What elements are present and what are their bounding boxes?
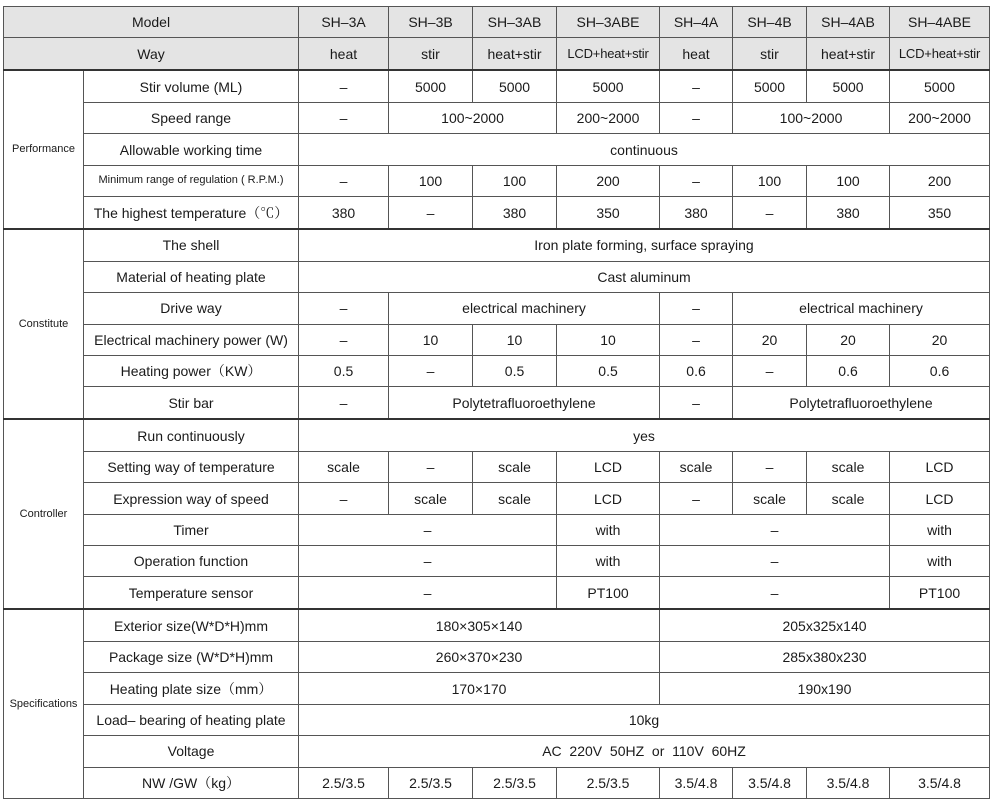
cell: 10kg — [299, 704, 990, 735]
shell-row — [4, 229, 990, 261]
cell: with — [557, 546, 660, 577]
cell: scale — [733, 483, 807, 514]
cell: 260×370×230 — [299, 642, 660, 673]
model-name: SH–4ABE — [890, 7, 990, 38]
cell: – — [389, 355, 473, 386]
cell: Polytetrafluoroethylene — [389, 387, 660, 419]
cell: 0.5 — [299, 355, 389, 386]
model-label: Model — [4, 7, 299, 38]
cell: 3.5/4.8 — [660, 767, 733, 799]
cell: 200 — [890, 165, 990, 196]
cell: – — [660, 387, 733, 419]
cell: 380 — [807, 197, 890, 229]
cell: 2.5/3.5 — [389, 767, 473, 799]
cell: with — [557, 514, 660, 545]
cell: 170×170 — [299, 673, 660, 704]
cell: 380 — [660, 197, 733, 229]
way-value: LCD+heat+stir — [890, 38, 990, 70]
cell: 5000 — [389, 70, 473, 102]
cell: – — [299, 546, 557, 577]
operation-function-row — [4, 546, 990, 577]
cell: – — [660, 103, 733, 134]
cell: 2.5/3.5 — [299, 767, 389, 799]
model-row — [4, 7, 990, 38]
machinery-power-row — [4, 324, 990, 355]
cell: – — [299, 293, 389, 324]
cell: – — [299, 70, 389, 102]
cell: 0.6 — [660, 355, 733, 386]
cell: scale — [807, 452, 890, 483]
cell: 0.6 — [890, 355, 990, 386]
cell: 100~2000 — [733, 103, 890, 134]
cell: 10 — [389, 324, 473, 355]
row-label: Voltage — [84, 736, 299, 767]
row-label: Temperature sensor — [84, 577, 299, 609]
row-label: Run continuously — [84, 419, 299, 451]
cell: 2.5/3.5 — [557, 767, 660, 799]
cell: electrical machinery — [733, 293, 990, 324]
temp-setting-row — [4, 452, 990, 483]
cell: – — [660, 514, 890, 545]
cell: 5000 — [473, 70, 557, 102]
row-label: Timer — [84, 514, 299, 545]
cell: 2.5/3.5 — [473, 767, 557, 799]
row-label: Heating plate size（mm） — [84, 673, 299, 704]
way-value: heat — [299, 38, 389, 70]
cell: – — [733, 355, 807, 386]
row-label: NW /GW（kg） — [84, 767, 299, 799]
voltage-row — [4, 736, 990, 767]
run-continuously-row — [4, 419, 990, 451]
cell: 100~2000 — [389, 103, 557, 134]
cell: – — [389, 452, 473, 483]
model-name: SH–3B — [389, 7, 473, 38]
cell: scale — [660, 452, 733, 483]
cell: 180×305×140 — [299, 609, 660, 641]
speed-expression-row — [4, 483, 990, 514]
stir-bar-row — [4, 387, 990, 419]
cell: – — [660, 546, 890, 577]
cell: Polytetrafluoroethylene — [733, 387, 990, 419]
cell: scale — [807, 483, 890, 514]
temp-sensor-row — [4, 577, 990, 609]
model-name: SH–4AB — [807, 7, 890, 38]
row-label: Material of heating plate — [84, 261, 299, 292]
cell: LCD — [557, 483, 660, 514]
heating-plate-material-row — [4, 261, 990, 292]
cell: 3.5/4.8 — [807, 767, 890, 799]
row-label: Stir volume (ML) — [84, 70, 299, 102]
cell: 5000 — [807, 70, 890, 102]
way-value: heat+stir — [473, 38, 557, 70]
cell: 0.5 — [557, 355, 660, 386]
way-value: heat — [660, 38, 733, 70]
cell: 10 — [557, 324, 660, 355]
row-label: Speed range — [84, 103, 299, 134]
cell: 10 — [473, 324, 557, 355]
row-label: Operation function — [84, 546, 299, 577]
group-performance: Performance — [4, 70, 84, 229]
cell: continuous — [299, 134, 990, 165]
way-value: LCD+heat+stir — [557, 38, 660, 70]
cell: – — [733, 452, 807, 483]
row-label: The highest temperature（℃） — [84, 197, 299, 229]
row-label: Load– bearing of heating plate — [84, 704, 299, 735]
cell: – — [299, 103, 389, 134]
cell: 5000 — [733, 70, 807, 102]
cell: yes — [299, 419, 990, 451]
cell: 350 — [890, 197, 990, 229]
cell: – — [299, 165, 389, 196]
way-row — [4, 38, 990, 70]
row-label: Stir bar — [84, 387, 299, 419]
drive-way-row — [4, 293, 990, 324]
min-range-row — [4, 165, 990, 196]
cell: 205x325x140 — [660, 609, 990, 641]
cell: 200~2000 — [557, 103, 660, 134]
cell: 3.5/4.8 — [890, 767, 990, 799]
cell: 200~2000 — [890, 103, 990, 134]
cell: 285x380x230 — [660, 642, 990, 673]
group-specifications: Specifications — [4, 609, 84, 798]
cell: LCD — [890, 483, 990, 514]
cell: 20 — [733, 324, 807, 355]
exterior-size-row — [4, 609, 990, 641]
cell: PT100 — [890, 577, 990, 609]
model-name: SH–4B — [733, 7, 807, 38]
row-label: Expression way of speed — [84, 483, 299, 514]
cell: scale — [299, 452, 389, 483]
cell: 5000 — [890, 70, 990, 102]
working-time-row — [4, 134, 990, 165]
cell: – — [299, 387, 389, 419]
row-label: Exterior size(W*D*H)mm — [84, 609, 299, 641]
cell: Cast aluminum — [299, 261, 990, 292]
model-name: SH–3ABE — [557, 7, 660, 38]
cell: 0.6 — [807, 355, 890, 386]
heating-power-row — [4, 355, 990, 386]
cell: AC 220V 50HZ or 110V 60HZ — [299, 736, 990, 767]
cell: 5000 — [557, 70, 660, 102]
spec-table — [3, 6, 990, 799]
cell: with — [890, 546, 990, 577]
cell: – — [660, 293, 733, 324]
cell: 100 — [473, 165, 557, 196]
cell: – — [660, 483, 733, 514]
group-constitute: Constitute — [4, 229, 84, 419]
row-label: Minimum range of regulation ( R.P.M.) — [84, 165, 299, 196]
cell: – — [733, 197, 807, 229]
row-label: Allowable working time — [84, 134, 299, 165]
cell: 100 — [733, 165, 807, 196]
way-value: stir — [389, 38, 473, 70]
cell: 20 — [807, 324, 890, 355]
row-label: Drive way — [84, 293, 299, 324]
cell: 100 — [389, 165, 473, 196]
load-bearing-row — [4, 704, 990, 735]
row-label: Heating power（KW） — [84, 355, 299, 386]
speed-range-row — [4, 103, 990, 134]
timer-row — [4, 514, 990, 545]
highest-temp-row — [4, 197, 990, 229]
row-label: Setting way of temperature — [84, 452, 299, 483]
cell: scale — [473, 452, 557, 483]
cell: 190x190 — [660, 673, 990, 704]
cell: 380 — [299, 197, 389, 229]
cell: 200 — [557, 165, 660, 196]
stir-volume-row — [4, 70, 990, 102]
cell: – — [660, 70, 733, 102]
cell: – — [299, 577, 557, 609]
model-name: SH–3A — [299, 7, 389, 38]
row-label: Electrical machinery power (W) — [84, 324, 299, 355]
way-value: heat+stir — [807, 38, 890, 70]
cell: – — [660, 324, 733, 355]
cell: Iron plate forming, surface spraying — [299, 229, 990, 261]
cell: – — [299, 514, 557, 545]
cell: electrical machinery — [389, 293, 660, 324]
plate-size-row — [4, 673, 990, 704]
cell: – — [660, 577, 890, 609]
way-value: stir — [733, 38, 807, 70]
row-label: The shell — [84, 229, 299, 261]
cell: 100 — [807, 165, 890, 196]
weight-row — [4, 767, 990, 799]
package-size-row — [4, 642, 990, 673]
cell: 3.5/4.8 — [733, 767, 807, 799]
cell: 380 — [473, 197, 557, 229]
cell: – — [660, 165, 733, 196]
cell: scale — [473, 483, 557, 514]
cell: – — [389, 197, 473, 229]
model-name: SH–4A — [660, 7, 733, 38]
cell: LCD — [890, 452, 990, 483]
cell: PT100 — [557, 577, 660, 609]
cell: – — [299, 483, 389, 514]
cell: 350 — [557, 197, 660, 229]
cell: 20 — [890, 324, 990, 355]
cell: LCD — [557, 452, 660, 483]
row-label: Package size (W*D*H)mm — [84, 642, 299, 673]
group-controller: Controller — [4, 419, 84, 609]
cell: scale — [389, 483, 473, 514]
cell: 0.5 — [473, 355, 557, 386]
way-label: Way — [4, 38, 299, 70]
model-name: SH–3AB — [473, 7, 557, 38]
cell: – — [299, 324, 389, 355]
cell: with — [890, 514, 990, 545]
